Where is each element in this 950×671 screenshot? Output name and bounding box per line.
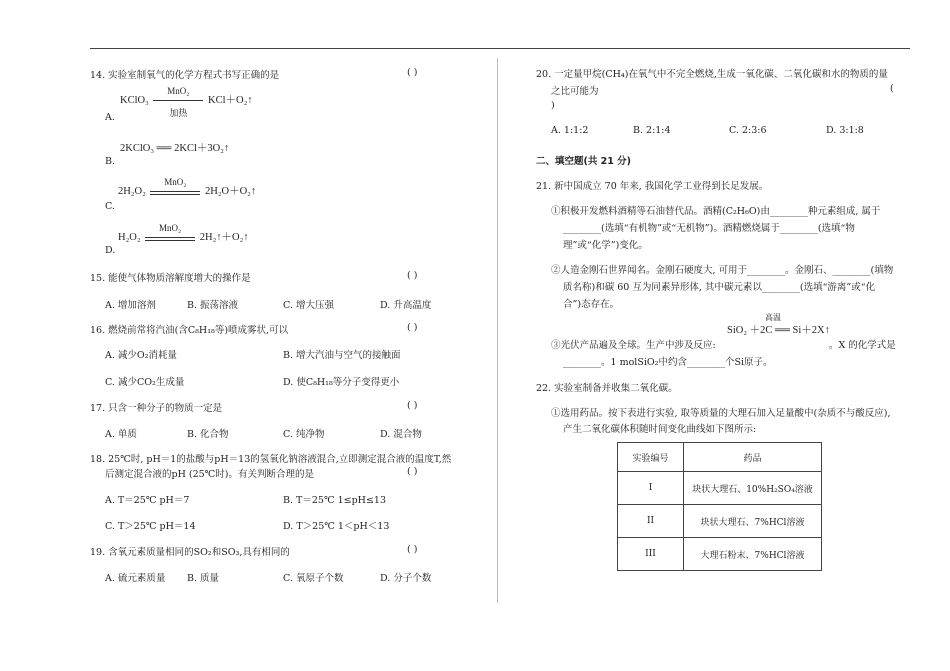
table-cell: 块状大理石、10%H₂SO₄溶液: [684, 472, 822, 505]
q15-option-d[interactable]: D. 升高温度: [380, 300, 432, 311]
catalyst-label: MnO₂: [164, 176, 187, 187]
q21-part3-line2: ________。1 molSiO₂中约含________个Si原子。: [563, 357, 773, 368]
q17-option-b[interactable]: B. 化合物: [187, 429, 229, 440]
q14-option-a-label[interactable]: A.: [105, 112, 115, 123]
q17-stem: 17. 只含一种分子的物质一定是: [90, 403, 223, 414]
q17-option-a[interactable]: A. 单质: [105, 429, 137, 440]
condition-label: 加热: [169, 107, 188, 118]
q21-part1-line1: ①积极开发燃料酒精等石油替代品。酒精(C₂H₆O)由________种元素组成, 属于: [551, 206, 881, 217]
q19-option-c[interactable]: C. 氧原子个数: [283, 573, 344, 584]
q14-option-d-equation: [118, 222, 249, 244]
catalyst-label: MnO₂: [167, 85, 190, 96]
table-row: [618, 505, 822, 538]
q21-part2-line3: 合”)态存在。: [563, 299, 620, 310]
q20-option-d[interactable]: D. 3:1:8: [826, 125, 864, 136]
q20-stem-line2: 之比可能为: [551, 86, 599, 97]
q18-stem-line1: 18. 25℃时, pH＝1的盐酸与pH＝13的氢氧化钠溶液混合,立即测定混合液的温度T,然: [90, 454, 452, 465]
q15-option-c[interactable]: C. 增大压强: [283, 300, 334, 311]
q14-option-d-label[interactable]: D.: [105, 245, 116, 256]
q16-option-d[interactable]: D. 使C₈H₁₈等分子变得更小: [283, 377, 400, 388]
q14-answer-paren: ( ): [407, 67, 418, 78]
q17-option-d[interactable]: D. 混合物: [380, 429, 422, 440]
q14-a-right: KCl＋O₂↑: [208, 95, 253, 106]
q16-option-a[interactable]: A. 减少O₂消耗量: [105, 350, 177, 361]
q20-option-b[interactable]: B. 2:1:4: [633, 125, 671, 136]
q18-stem-line2: 后测定混合液的pH (25℃时)。有关判断合理的是: [105, 469, 315, 480]
q14-stem: 14. 实验室制氧气的化学方程式书写正确的是: [90, 70, 280, 81]
q14-c-left: 2H₂O₂: [118, 186, 146, 197]
q14-option-c-equation: [118, 176, 257, 198]
q16-option-c[interactable]: C. 减少CO₂生成量: [105, 377, 185, 388]
q14-option-a-equation: [120, 85, 253, 118]
q21-part2-line1: ②人造金刚石世界闻名。金刚石硬度大, 可用于________。金刚石、________(填物: [551, 265, 894, 276]
q18-option-c[interactable]: C. T＞25℃ pH＝14: [105, 521, 196, 532]
q18-answer-paren: ( ): [407, 466, 418, 477]
catalyst-label: MnO₂: [159, 222, 182, 233]
q14-a-left: KClO₃: [120, 95, 149, 106]
q20-stem-line1: 20. 一定量甲烷(CH₄)在氧气中不完全燃烧,生成一氧化碳、二氧化碳和水的物质的量: [536, 69, 888, 80]
reaction-arrow: [145, 222, 195, 243]
q19-option-a[interactable]: A. 硫元素质量: [105, 573, 166, 584]
table-cell: I: [618, 472, 684, 505]
q19-option-d[interactable]: D. 分子个数: [380, 573, 432, 584]
q19-answer-paren: ( ): [407, 544, 418, 555]
section-heading: 二、填空题(共 21 分): [536, 156, 632, 167]
table-header: 实验编号: [618, 443, 684, 472]
q14-option-c-label[interactable]: C.: [105, 201, 115, 212]
top-rule: [90, 48, 910, 49]
reaction-arrow: [150, 176, 200, 197]
q16-option-b[interactable]: B. 增大汽油与空气的接触面: [283, 350, 401, 361]
q15-option-b[interactable]: B. 振荡溶液: [187, 300, 239, 311]
q18-option-b[interactable]: B. T＝25℃ 1≤pH≤13: [283, 495, 387, 506]
q22-part1-line2: 产生二氧化碳体积随时间变化曲线如下图所示:: [563, 424, 757, 435]
table-cell: II: [618, 505, 684, 538]
q21-part2-line2: 质名称)和碳 60 互为同素异形体, 其中碳元素以________(选填“游离”或“化: [563, 282, 876, 293]
q21-stem: 21. 新中国成立 70 年来, 我国化学工业得到长足发展。: [536, 181, 769, 192]
q21-part1-line2: ________(选填“有机物”或“无机物”)。酒精燃烧属于________(选填“物: [563, 223, 855, 234]
table-cell: 大理石粉末、7%HCl溶液: [684, 538, 822, 571]
q15-stem: 15. 能使气体物质溶解度增大的操作是: [90, 273, 251, 284]
table-cell: 块状大理石、7%HCl溶液: [684, 505, 822, 538]
reaction-arrow: [153, 85, 203, 118]
q19-stem: 19. 含氧元素质量相同的SO₂和SO₃,具有相同的: [90, 547, 290, 558]
q17-option-c[interactable]: C. 纯净物: [283, 429, 325, 440]
q20-option-c[interactable]: C. 2:3:6: [729, 125, 767, 136]
q21-part3-line1-end: 。X 的化学式是: [829, 340, 896, 351]
q16-answer-paren: ( ): [407, 322, 418, 333]
q15-option-a[interactable]: A. 增加溶剂: [105, 300, 156, 311]
q14-c-right: 2H₂O＋O₂↑: [205, 186, 257, 197]
q14-option-b-label[interactable]: B.: [105, 156, 116, 167]
q22-part1-line1: ①选用药品。按下表进行实验, 取等质量的大理石加入足量酸中(杂质不与酸反应),: [551, 408, 891, 419]
table-header: 药品: [684, 443, 822, 472]
q21-eq-condition: 高温: [765, 313, 781, 322]
q18-option-a[interactable]: A. T＝25℃ pH＝7: [105, 495, 190, 506]
q17-answer-paren: ( ): [407, 400, 418, 411]
q14-d-left: H₂O₂: [118, 232, 141, 243]
q16-stem: 16. 燃烧前常将汽油(含C₈H₁₈等)喷成雾状,可以: [90, 325, 289, 336]
q20-paren-right: ): [551, 100, 555, 111]
q14-option-b-equation: 2KClO₃ ══ 2KCl＋3O₂↑: [120, 143, 230, 154]
experiment-table: [617, 442, 822, 571]
q15-answer-paren: ( ): [407, 270, 418, 281]
table-row: [618, 472, 822, 505]
q20-paren-left: (: [890, 83, 894, 94]
column-divider: [497, 58, 498, 603]
q20-option-a[interactable]: A. 1:1:2: [551, 125, 589, 136]
q22-stem: 22. 实验室制备并收集二氧化碳。: [536, 383, 678, 394]
q21-part1-line3: 理”或“化学”)变化。: [563, 240, 648, 251]
q19-option-b[interactable]: B. 质量: [187, 573, 220, 584]
q21-part3-line1: ③光伏产品遍及全球。生产中涉及反应:: [551, 340, 716, 351]
table-header-row: [618, 443, 822, 472]
q21-equation: SiO₂ ＋2C ══ Si＋2X↑: [727, 325, 830, 336]
q18-option-d[interactable]: D. T＞25℃ 1＜pH＜13: [283, 521, 390, 532]
table-cell: III: [618, 538, 684, 571]
table-row: [618, 538, 822, 571]
q14-d-right: 2H₂↑＋O₂↑: [199, 232, 249, 243]
